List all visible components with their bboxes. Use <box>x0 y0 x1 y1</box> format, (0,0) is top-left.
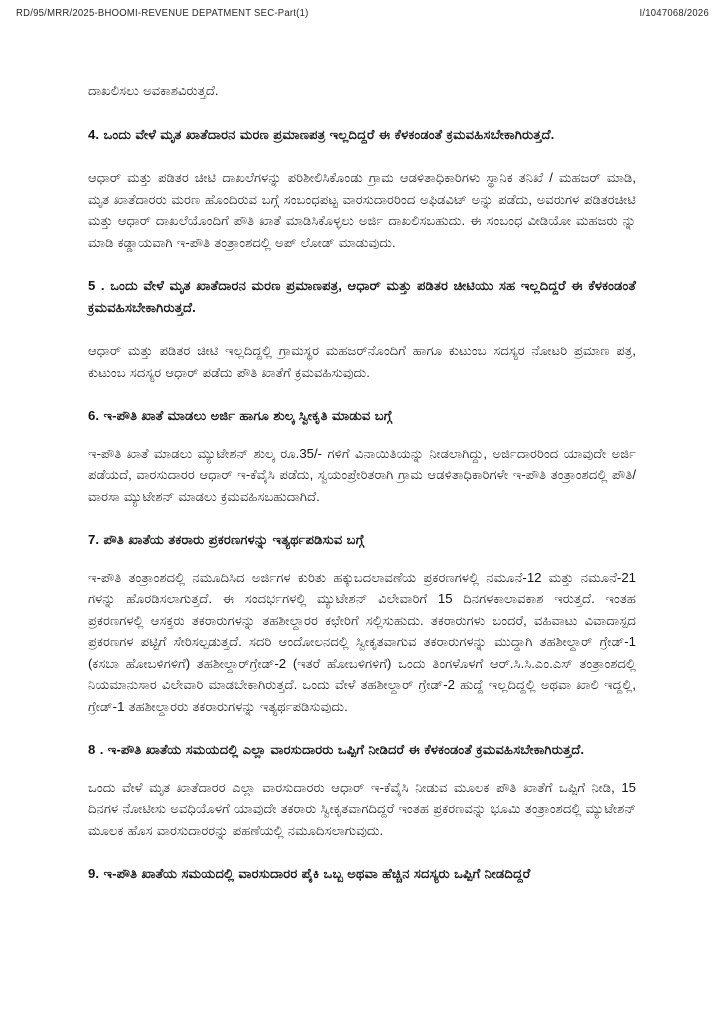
document-body <box>88 80 636 885</box>
clause-6-heading: 6. ಇ-ಪೌತಿ ಖಾತೆ ಮಾಡಲು ಅರ್ಜಿ ಹಾಗೂ ಶುಲ್ಕ ಸ್ವೀಕೃತಿ ಮಾಡುವ ಬಗ್ಗೆ <box>88 408 393 423</box>
paragraph-continued: ದಾಖಲಿಸಲು ಅವಕಾಶವಿರುತ್ತದೆ. <box>88 83 219 98</box>
clause-6-body: ಇ-ಪೌತಿ ಖಾತೆ ಮಾಡಲು ಮ್ಯುಟೇಶನ್ ಶುಲ್ಕ ರೂ.35/- ಗಳಿಗೆ ವಿನಾಯಿತಿಯನ್ನು ನೀಡಲಾಗಿದ್ದು, ಅರ್ಜಿದಾರರಿಂದ ಯಾವುದೇ ಅರ್ಜಿ ಪಡೆಯದೆ, ವಾರಸುದಾರರ ಆಧಾರ್ ಇ-ಕೆವೈಸಿ ಪಡೆದು, ಸ್ವಯಂಪ್ರೇರಿತರಾಗಿ ಗ್ರಾಮ ಆಡಳಿತಾಧಿಕಾರಿಗಳೇ ಇ-ಪೌತಿ ತಂತ್ರಾಂಶದಲ್ಲಿ ಪೌತಿ/ವಾರಸಾ ಮ್ಯುಟೇಶನ್ ಮಾಡಲು ಕ್ರಮವಹಿಸಬಹುದಾಗಿದೆ. <box>88 445 636 504</box>
clause-8-body: ಒಂದು ವೇಳೆ ಮೃತ ಖಾತೆದಾರರ ಎಲ್ಲಾ ವಾರಸುದಾರರು ಆಧಾರ್ ಇ-ಕೆವೈಸಿ ನೀಡುವ ಮೂಲಕ ಪೌತಿ ಖಾತೆಗೆ ಒಪ್ಪಿಗೆ ನೀಡಿ, 15 ದಿನಗಳ ನೋಟೀಸು ಅವಧಿಯೊಳಗೆ ಯಾವುದೇ ತಕರಾರು ಸ್ವೀಕೃತವಾಗದಿದ್ದರೆ ಇಂತಹ ಪ್ರಕರಣವನ್ನು ಭೂಮಿ ತಂತ್ರಾಂಶದಲ್ಲಿ ಮ್ಯುಟೇಶನ್ ಮೂಲಕ ಹೊಸ ವಾರಸುದಾರರನ್ನು ಪಹಣೆಯಲ್ಲಿ ನಮೂದಿಸಲಾಗುವುದು. <box>88 779 636 838</box>
header-reference-right: I/1047068/2026 <box>639 7 709 19</box>
document-header <box>16 8 709 19</box>
clause-5-heading: 5 . ಒಂದು ವೇಳೆ ಮೃತ ಖಾತೆದಾರನ ಮರಣ ಪ್ರಮಾಣಪತ್ರ, ಆಧಾರ್ ಮತ್ತು ಪಡಿತರ ಚೀಟಿಯು ಸಹ ಇಲ್ಲದಿದ್ದರೆ ಈ ಕೆಳಕಂಡಂತೆ ಕ್ರಮವಹಿಸಬೇಕಾಗಿರುತ್ತದೆ. <box>88 278 636 315</box>
clause-5-body: ಆಧಾರ್ ಮತ್ತು ಪಡಿತರ ಚೀಟಿ ಇಲ್ಲದಿದ್ದಲ್ಲಿ ಗ್ರಾಮಸ್ಥರ ಮಹಜರ್‌ನೊಂದಿಗೆ ಹಾಗೂ ಕುಟುಂಬ ಸದಸ್ಯರ ನೋಟರಿ ಪ್ರಮಾಣ ಪತ್ರ, ಕುಟುಂಬ ಸದಸ್ಯರ ಆಧಾರ್ ಪಡೆದು ಪೌತಿ ಖಾತೆಗೆ ಕ್ರಮವಹಿಸುವುದು. <box>88 343 636 380</box>
clause-7-body: ಇ-ಪೌತಿ ತಂತ್ರಾಂಶದಲ್ಲಿ ನಮೂದಿಸಿದ ಅರ್ಜಿಗಳ ಕುರಿತು ಹಕ್ಕುಬದಲಾವಣೆಯ ಪ್ರಕರಣಗಳಲ್ಲಿ ನಮೂನೆ-12 ಮತ್ತು ನಮೂನೆ-21 ಗಳನ್ನು ಹೊರಡಿಸಲಾಗುತ್ತದೆ. ಈ ಸಂದರ್ಭಗಳಲ್ಲಿ ಮ್ಯುಟೇಶನ್ ವಿಲೇವಾರಿಗೆ 15 ದಿನಗಳಕಾಲಾವಕಾಶ ಇರುತ್ತದೆ. ಇಂತಹ ಪ್ರಕರಣಗಳಲ್ಲಿ ಆಸಕ್ತರು ತಕರಾರುಗಳನ್ನು ತಹಶೀಲ್ದಾರರ ಕಛೇರಿಗೆ ಸಲ್ಲಿಸುಹುದು. ತಕರಾರುಗಳು ಬಂದರೆ, ವಹಿವಾಟು ವಿವಾದಾಸ್ಪದ ಪ್ರಕರಣಗಳ ಪಟ್ಟಿಗೆ ಸೇರಿಸಲ್ಪಡುತ್ತದೆ. ಸದರಿ ಆಂದೋಲನದಲ್ಲಿ ಸ್ವೀಕೃತವಾಗುವ ತಕರಾರುಗಳನ್ನು ಮುದ್ದಾಗಿ ತಹಶೀಲ್ದಾರ್ ಗ್ರೇಡ್-1 (ಕಸಬಾ ಹೋಬಳಿಗಳಿಗೆ) ತಹಶೀಲ್ದಾರ್‌ಗ್ರೇಡ್-2 (ಇತರೆ ಹೋಬಳಿಗಳಿಗೆ) ಒಂದು ತಿಂಗಳೊಳಗೆ ಆರ್.ಸಿ.ಸಿ.ಎಂ.ಎಸ್ ತಂತ್ರಾಂಶದಲ್ಲಿ ನಿಯಮಾನುಸಾರ ವಿಲೇವಾರಿ ಮಾಡಬೇಕಾಗಿರುತ್ತದೆ. ಒಂದು ವೇಳೆ ತಹಶೀಲ್ದಾರ್ ಗ್ರೇಡ್-2 ಹುದ್ದೆ ಇಲ್ಲದಿದ್ದಲ್ಲಿ ಅಥವಾ ಖಾಲಿ ಇದ್ದಲ್ಲಿ, ಗ್ರೇಡ್-1 ತಹಶೀಲ್ದಾರರು ತಕರಾರುಗಳನ್ನು ಇತ್ಯರ್ಥಪಡಿಸುವುದು. <box>88 569 636 714</box>
clause-4-body: ಆಧಾರ್ ಮತ್ತು ಪಡಿತರ ಚೀಟಿ ದಾಖಲೆಗಳನ್ನು ಪರಿಶೀಲಿಸಿಕೊಂಡು ಗ್ರಾಮ ಆಡಳಿತಾಧಿಕಾರಿಗಳು ಸ್ಥಾನಿಕ ತನಿಖೆ / ಮಹಜರ್ ಮಾಡಿ, ಮೃತ ಖಾತೆದಾರರು ಮರಣ ಹೊಂದಿರುವ ಬಗ್ಗೆ ಸಂಬಂಧಪಟ್ಟ ವಾರಸುದಾರರಿಂದ ಅಫಿಡವಿಟ್ ಅನ್ನು ಪಡೆದು, ಅವರುಗಳ ಪಡಿತರಚೀಟಿ ಮತ್ತು ಆಧಾರ್ ದಾಖಲೆಯೊಂದಿಗೆ ಪೌತಿ ಖಾತೆ ಮಾಡಿಸಿಕೊಳ್ಳಲು ಅರ್ಜಿ ದಾಖಲಿಸಬಹುದು. ಈ ಸಂಬಂಧ ವೀಡಿಯೋ ಮಹಜರು ನ್ನು ಮಾಡಿ ಕಡ್ಡಾಯವಾಗಿ ಇ-ಪೌತಿ ತಂತ್ರಾಂಶದಲ್ಲಿ ಅಪ್ ಲೋಡ್ ಮಾಡುವುದು. <box>88 170 636 250</box>
clause-7-heading: 7. ಪೌತಿ ಖಾತೆಯ ತಕರಾರು ಪ್ರಕರಣಗಳನ್ನು ಇತ್ಯರ್ಥಪಡಿಸುವ ಬಗ್ಗೆ <box>88 532 365 547</box>
clause-8-heading: 8 . ಇ-ಪೌತಿ ಖಾತೆಯ ಸಮಯದಲ್ಲಿ ಎಲ್ಲಾ ವಾರಸುದಾರರು ಒಪ್ಪಿಗೆ ನೀಡಿದರೆ ಈ ಕೆಳಕಂಡಂತೆ ಕ್ರಮವಹಿಸಬೇಕಾಗಿರುತ್ತದೆ. <box>88 742 585 757</box>
clause-4-heading: 4. ಒಂದು ವೇಳೆ ಮೃತ ಖಾತೆದಾರನ ಮರಣ ಪ್ರಮಾಣಪತ್ರ ಇಲ್ಲದಿದ್ದರೆ ಈ ಕೆಳಕಂಡಂತೆ ಕ್ರಮವಹಿಸಬೇಕಾಗಿರುತ್ತದೆ. <box>88 126 555 142</box>
header-reference-left: RD/95/MRR/2025-BHOOMI-REVENUE DEPATMENT SEC-Part(1) <box>16 7 309 19</box>
clause-9-heading: 9. ಇ-ಪೌತಿ ಖಾತೆಯ ಸಮಯದಲ್ಲಿ ವಾರಸುದಾರರ ಪೈಕಿ ಒಬ್ಬ ಅಥವಾ ಹೆಚ್ಚಿನ ಸದಸ್ಯರು ಒಪ್ಪಿಗೆ ನೀಡದಿದ್ದರೆ <box>88 866 531 881</box>
